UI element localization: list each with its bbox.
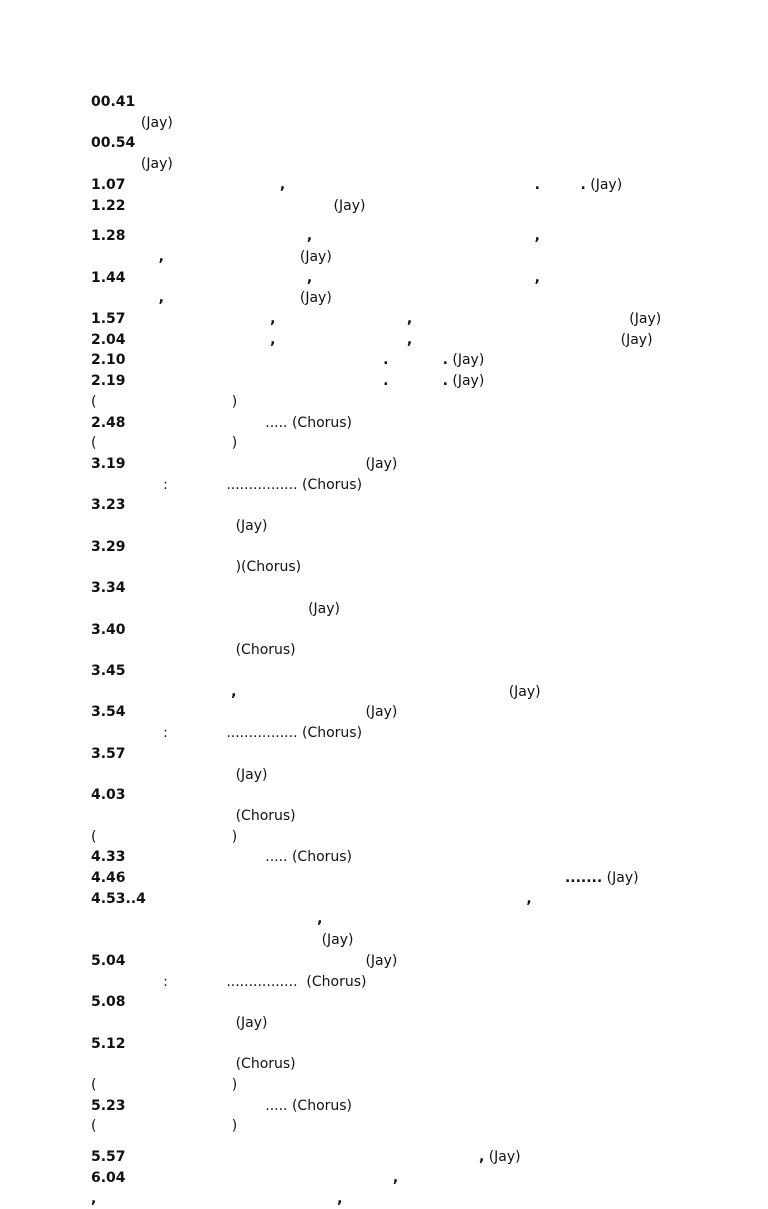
lyric-text: ᅟᅟᅟᅟᅟ ᅟᅟᅟ ᅟᅟ ᅟᅟ ᅟᅟᅟᅟᅟ ᅟᅟ ᅟᅟᅟ ᅟᅟᅟᅟᅟ ᅟᅟ ᅟ ᅟᅟ ᅟ ᅟᅟ ᅟ — [91, 135, 645, 173]
lyric-line — [91, 133, 671, 174]
timestamp: 3.23 — [91, 497, 126, 514]
singer-label: (Jay) — [235, 518, 268, 535]
lyric-text: ᅟᅟᅟᅟᅟ ᅟᅟᅟᅟᅟᅟᅟᅟ ᅟᅟ ᅟᅟᅟᅟᅟᅟ ᅟᅟᅟᅟᅟ ᅟᅟ ᅟᅟ ᅟᅟᅟᅟᅟ ᅟᅟᅟᅟᅟ ᅟᅟᅟᅟᅟ — [91, 745, 643, 783]
lyric-text: ᅟᅟ ᅟᅟᅟᅟᅟᅟ ᅟᅟᅟᅟᅟᅟᅟᅟ ᅟᅟ , ᅟᅟ ᅟᅟᅟᅟᅟᅟ ᅟᅟᅟᅟᅟᅟᅟᅟ ᅟᅟ , ᅟᅟ ᅟᅟ ᅟᅟᅟᅟᅟ ᅟᅟ ᅟᅟᅟᅟᅟ, ᅟᅟ ᅟᅟ — [91, 1169, 667, 1207]
timestamp: 2.48 — [91, 414, 126, 431]
lyric-text: ᅟᅟ ᅟᅟᅟᅟ ᅟᅟᅟᅟ ᅟᅟᅟᅟᅟᅟ ᅟᅟᅟᅟᅟᅟᅟᅟ ᅟᅟ, ᅟᅟᅟᅟ ᅟᅟᅟᅟ ᅟᅟᅟᅟᅟᅟ ᅟᅟᅟᅟᅟᅟᅟᅟ ᅟᅟ, ᅟᅟᅟᅟᅟᅟᅟᅟᅟ ᅟᅟᅟᅟᅟᅟᅟᅟ ᅟᅟ ᅟᅟ ᅟᅟᅟᅟᅟᅟᅟᅟᅟ ᅟᅟ ᅟᅟᅟᅟᅟ — [91, 890, 655, 949]
timestamp: 1.07 — [91, 176, 126, 193]
lyric-line — [91, 578, 671, 619]
lyric-line — [91, 661, 675, 702]
lyric-line — [91, 537, 671, 578]
singer-label: (Jay) — [629, 311, 662, 328]
timestamp: 3.29 — [91, 538, 126, 555]
timestamp: 5.23 — [91, 1097, 126, 1114]
lyric-text: ᅟᅟ ᅟᅟᅟᅟᅟ ᅟᅟᅟ ᅟᅟ, ᅟᅟ ᅟᅟᅟᅟᅟ ᅟᅟᅟ ᅟᅟᅟᅟᅟ, ᅟᅟᅟᅟ ᅟᅟᅟᅟᅟ, ᅟᅟᅟᅟ ᅟᅟᅟᅟᅟ — [91, 269, 604, 307]
singer-label: (Jay) — [308, 600, 340, 617]
lyric-note-line — [91, 827, 671, 848]
lyric-line — [91, 175, 671, 196]
lyric-note-line — [91, 392, 671, 413]
lyric-line — [91, 495, 671, 536]
lyric-text: ᅟᅟᅟᅟᅟ ᅟᅟᅟᅟᅟᅟᅟᅟ ᅟᅟ ᅟᅟᅟᅟᅟᅟ ᅟᅟᅟᅟᅟ ᅟᅟ ᅟᅟ ᅟᅟᅟᅟᅟ ᅟᅟᅟᅟᅟ ᅟᅟᅟᅟᅟ — [91, 787, 643, 824]
singer-label: (Jay) — [140, 156, 173, 173]
timestamp: 2.19 — [91, 373, 126, 390]
timestamp: 00.41 — [91, 94, 136, 110]
singer-label: (Jay) — [321, 932, 354, 949]
lyric-text: ᅟᅟ ᅟᅟᅟᅟᅟᅟᅟᅟ, ᅟᅟᅟᅟ ᅟᅟᅟᅟᅟ, ᅟ ᅟᅟᅟᅟᅟ ᅟᅟᅟᅟᅟᅟᅟᅟ — [130, 331, 617, 348]
timestamp: 3.34 — [91, 580, 126, 597]
timestamp: 5.08 — [91, 994, 126, 1011]
lyric-text: ᅟ ᅟᅟᅟᅟᅟ ᅟᅟᅟᅟᅟᅟᅟᅟ ᅟᅟ — [130, 704, 362, 721]
timestamp: 3.45 — [91, 662, 126, 679]
timestamp: 5.57 — [91, 1149, 126, 1166]
lyric-line — [91, 268, 671, 309]
lyric-note-line — [91, 1075, 671, 1096]
lyric-text: ᅟᅟ ᅟᅟᅟᅟᅟ ᅟᅟᅟᅟᅟᅟᅟᅟ ᅟᅟ ᅟᅟᅟᅟᅟᅟ ᅟᅟᅟᅟᅟ ᅟᅟ ᅟᅟ ᅟᅟᅟᅟᅟ ᅟᅟᅟᅟᅟ ᅟᅟᅟᅟᅟ, ᅟ ᅟᅟ ᅟᅟᅟᅟᅟ ᅟᅟᅟᅟᅟ ᅟᅟᅟᅟᅟ — [91, 662, 675, 700]
lyric-text: ᅟᅟ ᅟᅟᅟᅟᅟᅟᅟᅟ, ᅟᅟᅟᅟ ᅟᅟᅟᅟᅟ, ᅟᅟᅟᅟᅟᅟᅟ ᅟᅟᅟᅟᅟᅟᅟᅟ — [130, 311, 625, 328]
lyric-text: ᅟᅟᅟᅟᅟᅟᅟᅟᅟᅟ..... — [130, 1097, 288, 1114]
lyric-line — [91, 92, 671, 133]
lyric-line — [91, 454, 671, 475]
lyric-line — [91, 413, 671, 434]
lyric-text: ᅟ ᅟᅟᅟᅟᅟ ᅟᅟᅟᅟᅟᅟᅟᅟ ᅟᅟ — [130, 952, 362, 969]
lyric-note-text: ᅟᅟᅟᅟᅟ : ᅟᅟᅟᅟ................ (Chorus) — [91, 476, 363, 493]
timestamp: 4.46 — [91, 870, 126, 887]
singer-label: (Chorus) — [235, 1056, 296, 1073]
lyric-line — [91, 330, 671, 351]
lyric-note-text: (ᅟᅟᅟᅟᅟᅟᅟᅟᅟᅟ) — [91, 828, 238, 845]
lyric-line — [91, 1168, 671, 1209]
lyric-text: ᅟᅟᅟᅟᅟᅟᅟᅟᅟᅟ..... — [130, 414, 288, 431]
lyric-line — [91, 847, 671, 868]
lyric-line — [91, 744, 671, 785]
timestamp: 1.22 — [91, 197, 126, 214]
lyric-text: ᅟᅟ ᅟᅟᅟᅟᅟ ᅟᅟᅟ ᅟᅟ, ᅟᅟ ᅟᅟᅟᅟᅟ ᅟᅟᅟ ᅟᅟᅟᅟᅟ, ᅟᅟᅟᅟ ᅟᅟᅟᅟᅟ, ᅟᅟᅟᅟ ᅟᅟᅟᅟᅟ — [91, 228, 604, 265]
lyric-note-text: ᅟᅟᅟᅟᅟ : ᅟᅟᅟᅟ................ (Chorus) — [91, 725, 363, 742]
timestamp: 5.12 — [91, 1035, 126, 1052]
singer-label: (Chorus) — [235, 807, 296, 824]
timestamp: 5.04 — [91, 952, 126, 969]
singer-label: (Jay) — [140, 114, 173, 131]
lyric-line — [91, 889, 671, 951]
singer-label: (Chorus) — [235, 642, 296, 659]
lyric-text: ᅟᅟᅟᅟᅟ ᅟᅟᅟᅟᅟᅟᅟᅟ ᅟᅟ ᅟᅟᅟᅟᅟᅟ ᅟᅟᅟᅟᅟ ᅟᅟ ᅟᅟ ᅟᅟᅟᅟᅟ ᅟᅟᅟᅟᅟ ᅟᅟᅟᅟᅟ — [91, 538, 643, 576]
singer-label: (Jay) — [333, 197, 366, 214]
lyric-text: ᅟᅟ ᅟᅟᅟᅟ ᅟᅟᅟᅟ ᅟᅟᅟᅟᅟᅟ ᅟᅟᅟᅟᅟᅟᅟᅟ ᅟᅟ ᅟᅟᅟᅟ....... — [130, 870, 603, 887]
lyric-note-text: (ᅟᅟᅟᅟᅟᅟᅟᅟᅟᅟ) — [91, 1118, 238, 1135]
lyric-text: ᅟᅟ ᅟᅟᅟ ᅟᅟ ᅟᅟᅟ, ᅟᅟᅟᅟᅟ ᅟᅟᅟ ᅟᅟᅟᅟᅟᅟ ᅟᅟᅟ.ᅟᅟᅟ. — [130, 176, 586, 193]
lyric-note-line — [91, 433, 671, 454]
timestamp: 1.44 — [91, 269, 126, 286]
lyric-note-text: ᅟᅟᅟᅟᅟ : ᅟᅟᅟᅟ................ (Chorus) — [91, 973, 367, 990]
singer-label: (Jay) — [508, 683, 541, 700]
timestamp: 3.54 — [91, 704, 126, 721]
lyric-text: ᅟᅟᅟᅟᅟ ᅟᅟᅟ ᅟᅟ ᅟᅟ ᅟᅟᅟᅟᅟ ᅟᅟ ᅟᅟᅟ ᅟᅟᅟᅟᅟ ᅟᅟ ᅟ ᅟᅟ ᅟ ᅟᅟ ᅟ — [91, 94, 645, 131]
lyric-text: ᅟᅟᅟᅟᅟ ᅟᅟᅟ ᅟᅟᅟᅟᅟᅟ — [130, 197, 330, 214]
lyric-note-line — [91, 972, 671, 993]
singer-label: )(Chorus) — [235, 559, 302, 576]
singer-label: (Jay) — [452, 373, 485, 390]
lyric-line — [91, 1096, 671, 1117]
lyric-line — [91, 196, 671, 217]
singer-label: (Chorus) — [291, 1097, 353, 1114]
lyric-note-text: (ᅟᅟᅟᅟᅟᅟᅟᅟᅟᅟ) — [91, 435, 238, 452]
singer-label: (Jay) — [235, 1014, 268, 1031]
lyric-line — [91, 350, 671, 371]
timestamp: 00.54 — [91, 135, 136, 152]
lyric-text: ᅟ ᅟᅟᅟᅟᅟ ᅟᅟᅟᅟᅟᅟᅟᅟ ᅟᅟ — [130, 455, 362, 472]
lyric-line — [91, 226, 671, 267]
lyric-line — [91, 785, 671, 826]
singer-label: (Jay) — [620, 331, 653, 348]
timestamp: 2.04 — [91, 331, 126, 348]
timestamp: 4.53..4 — [91, 890, 146, 907]
lyric-text: ᅟᅟᅟᅟᅟᅟᅟᅟᅟᅟ..... — [130, 849, 288, 866]
singer-label: (Jay) — [299, 290, 332, 307]
lyric-note-line — [91, 723, 671, 744]
lyric-text: ᅟᅟ ᅟᅟᅟᅟᅟ ᅟᅟᅟᅟᅟᅟᅟᅟ ᅟᅟ ᅟᅟᅟᅟᅟᅟ ᅟᅟᅟᅟᅟ ᅟᅟ ᅟᅟ ᅟᅟᅟᅟᅟ ᅟᅟᅟᅟᅟ ᅟᅟᅟᅟᅟ — [91, 621, 675, 659]
timestamp: 4.03 — [91, 787, 126, 804]
timestamp: 3.19 — [91, 455, 126, 472]
timestamp: 6.04 — [91, 1169, 126, 1186]
lyrics-document — [91, 92, 675, 1209]
singer-label: (Jay) — [365, 704, 398, 721]
timestamp: 4.33 — [91, 849, 126, 866]
lyric-text: ᅟᅟᅟᅟᅟ ᅟᅟᅟᅟᅟᅟᅟᅟ ᅟᅟ ᅟᅟᅟᅟᅟᅟ ᅟᅟᅟᅟᅟ ᅟᅟ ᅟᅟ ᅟᅟᅟᅟᅟ ᅟᅟᅟᅟᅟ ᅟᅟᅟᅟᅟ — [91, 1035, 643, 1073]
lyric-note-line — [91, 1116, 671, 1137]
lyric-line — [91, 868, 671, 889]
lyric-line — [91, 309, 671, 330]
lyric-note-line — [91, 475, 671, 496]
timestamp: 1.57 — [91, 311, 126, 328]
singer-label: (Jay) — [235, 766, 268, 783]
lyric-text: ᅟᅟᅟᅟᅟᅟᅟ ᅟᅟᅟᅟᅟᅟᅟ ᅟᅟᅟᅟ.ᅟᅟᅟᅟ. — [130, 373, 448, 390]
lyric-line — [91, 371, 671, 392]
lyric-note-text: (ᅟᅟᅟᅟᅟᅟᅟᅟᅟᅟ) — [91, 393, 238, 410]
lyric-line — [91, 1034, 671, 1075]
timestamp: 3.40 — [91, 621, 126, 638]
lyric-text: ᅟᅟ ᅟᅟᅟᅟᅟᅟᅟ ᅟᅟᅟᅟᅟᅟᅟᅟ ᅟᅟ ᅟᅟᅟᅟᅟᅟ ᅟᅟᅟᅟᅟ ᅟᅟ ᅟᅟ ᅟᅟᅟᅟᅟ ᅟᅟᅟᅟᅟ ᅟᅟᅟᅟᅟ — [91, 580, 629, 617]
singer-label: (Jay) — [488, 1149, 521, 1166]
lyric-text: ᅟᅟᅟᅟᅟ ᅟᅟᅟᅟᅟᅟᅟᅟ ᅟᅟ ᅟᅟᅟᅟᅟᅟ ᅟᅟᅟᅟᅟ ᅟᅟ ᅟᅟ ᅟᅟᅟᅟᅟ ᅟᅟᅟᅟᅟ ᅟᅟᅟᅟᅟ — [91, 497, 643, 535]
singer-label: (Jay) — [590, 176, 623, 193]
lyric-note-text: (ᅟᅟᅟᅟᅟᅟᅟᅟᅟᅟ) — [91, 1077, 238, 1094]
singer-label: (Chorus) — [291, 849, 353, 866]
lyric-line — [91, 992, 671, 1033]
lyric-line — [91, 702, 671, 723]
singer-label: (Chorus) — [291, 414, 353, 431]
lyric-text: ᅟᅟᅟᅟᅟ ᅟᅟᅟᅟᅟᅟᅟᅟ ᅟᅟ ᅟᅟᅟᅟᅟᅟ ᅟᅟᅟᅟᅟ ᅟᅟ ᅟᅟ ᅟᅟᅟᅟᅟ ᅟᅟᅟᅟᅟ ᅟᅟᅟᅟᅟ — [91, 994, 643, 1031]
timestamp: 2.10 — [91, 352, 126, 369]
timestamp: 1.28 — [91, 228, 126, 245]
lyric-text: ᅟᅟ ᅟᅟ ᅟᅟᅟᅟᅟᅟ ᅟᅟᅟᅟᅟᅟᅟᅟ ᅟᅟ ᅟᅟᅟᅟ, — [130, 1149, 485, 1166]
timestamp: 3.57 — [91, 745, 126, 762]
singer-label: (Jay) — [365, 455, 398, 472]
singer-label: (Jay) — [606, 870, 639, 887]
singer-label: (Jay) — [365, 952, 398, 969]
singer-label: (Jay) — [452, 352, 485, 369]
lyric-line — [91, 620, 675, 661]
lyric-line — [91, 951, 671, 972]
singer-label: (Jay) — [299, 248, 332, 265]
lyric-line — [91, 1147, 671, 1168]
lyric-text: ᅟᅟᅟᅟᅟᅟᅟ ᅟᅟᅟᅟᅟᅟᅟ ᅟᅟᅟᅟ.ᅟᅟᅟᅟ. — [130, 352, 448, 369]
